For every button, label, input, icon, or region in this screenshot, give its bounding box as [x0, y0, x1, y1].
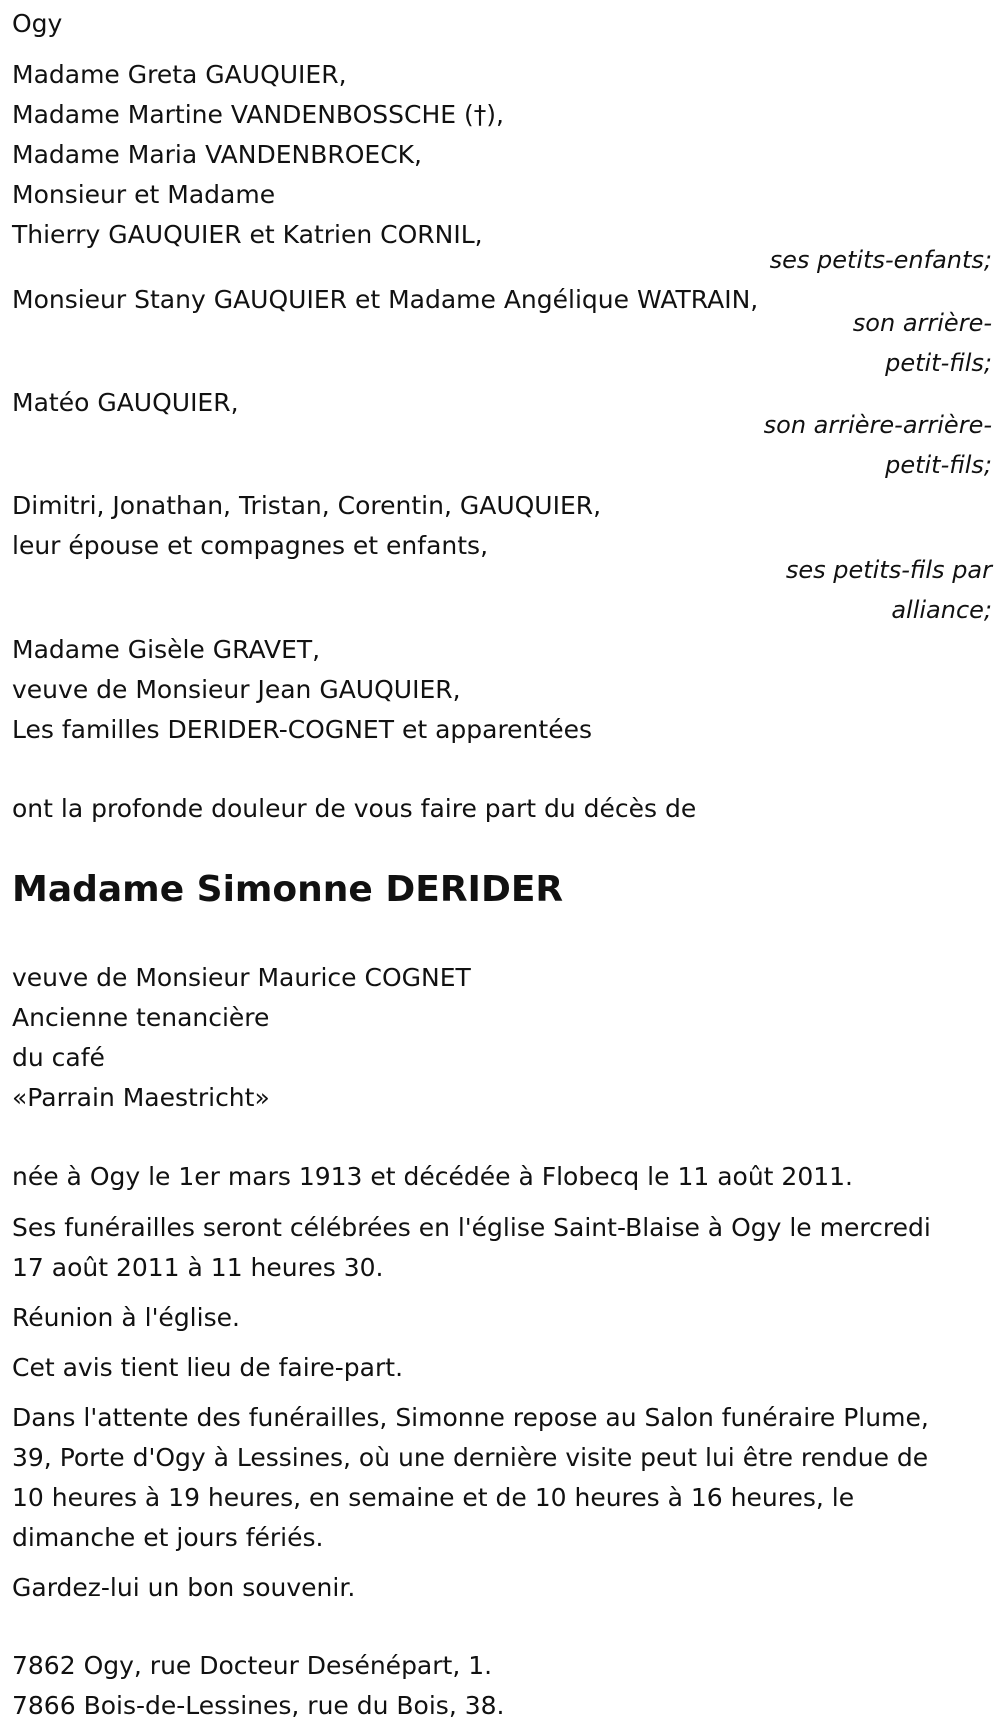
deceased-name: Madame Simonne DERIDER — [12, 869, 564, 910]
family-line: Madame Maria VANDENBROECK, — [12, 140, 422, 169]
detail-line: veuve de Monsieur Maurice COGNET — [12, 963, 471, 992]
meeting-line: Réunion à l'église. — [12, 1303, 240, 1332]
relation-label: ses petits-enfants; — [769, 246, 992, 274]
visit-line: Dans l'attente des funérailles, Simonne repose au Salon funéraire Plume, — [12, 1403, 929, 1432]
announcement: ont la profonde douleur de vous faire part du décès de — [12, 794, 697, 823]
address-line: 7866 Bois-de-Lessines, rue du Bois, 38. — [12, 1691, 505, 1720]
visit-line: 39, Porte d'Ogy à Lessines, où une dernière visite peut lui être rendue de — [12, 1443, 929, 1472]
family-line: Madame Gisèle GRAVET, — [12, 635, 321, 664]
family-line: Monsieur et Madame — [12, 180, 276, 209]
address-line: 7862 Ogy, rue Docteur Desénépart, 1. — [12, 1651, 493, 1680]
funeral-line: Ses funérailles seront célébrées en l'église Saint-Blaise à Ogy le mercredi — [12, 1213, 931, 1242]
detail-line: du café — [12, 1043, 105, 1072]
family-line: leur épouse et compagnes et enfants, — [12, 531, 489, 560]
place-header: Ogy — [12, 9, 63, 38]
family-line: Thierry GAUQUIER et Katrien CORNIL, — [12, 220, 483, 249]
family-line: Dimitri, Jonathan, Tristan, Corentin, GAUQUIER, — [12, 491, 602, 520]
birth-death-line: née à Ogy le 1er mars 1913 et décédée à Flobecq le 11 août 2011. — [12, 1162, 853, 1191]
visit-line: dimanche et jours fériés. — [12, 1523, 324, 1552]
remembrance-line: Gardez-lui un bon souvenir. — [12, 1573, 356, 1602]
relation-label: alliance; — [891, 596, 992, 624]
notice-line: Cet avis tient lieu de faire-part. — [12, 1353, 404, 1382]
detail-line: «Parrain Maestricht» — [12, 1083, 270, 1112]
family-line: Madame Martine VANDENBOSSCHE (†), — [12, 100, 504, 129]
family-line: Monsieur Stany GAUQUIER et Madame Angélique WATRAIN, — [12, 285, 759, 314]
relation-label: petit-fils; — [885, 349, 992, 377]
family-line: Les familles DERIDER-COGNET et apparentées — [12, 715, 592, 744]
relation-label: son arrière-arrière- — [763, 411, 992, 439]
family-line: Matéo GAUQUIER, — [12, 388, 239, 417]
funeral-line: 17 août 2011 à 11 heures 30. — [12, 1253, 384, 1282]
visit-line: 10 heures à 19 heures, en semaine et de 10 heures à 16 heures, le — [12, 1483, 855, 1512]
detail-line: Ancienne tenancière — [12, 1003, 270, 1032]
family-line: Madame Greta GAUQUIER, — [12, 60, 347, 89]
relation-label: ses petits-fils par — [785, 556, 992, 584]
relation-label: petit-fils; — [885, 451, 992, 479]
family-line: veuve de Monsieur Jean GAUQUIER, — [12, 675, 461, 704]
relation-label: son arrière- — [852, 309, 992, 337]
